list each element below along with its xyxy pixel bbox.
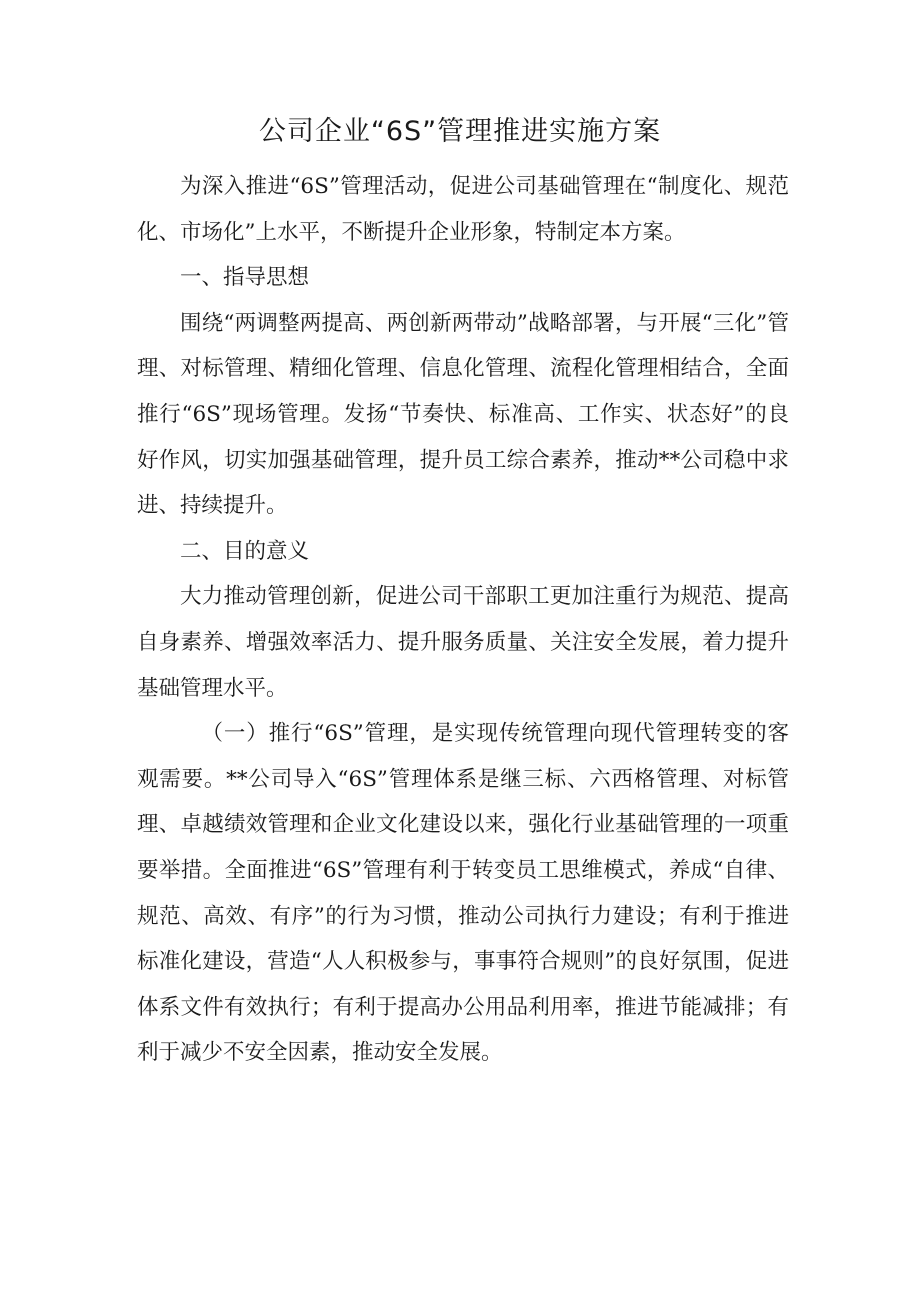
section-heading-guiding-ideology: 一、指导思想 bbox=[180, 265, 310, 291]
intro-paragraph: 为深入推进“6S”管理活动，促进公司基础管理在“制度化、规范化、市场化”上水平，不断提升企业形象，特制定本方案。 bbox=[137, 174, 789, 245]
purpose-paragraph: 大力推动管理创新，促进公司干部职工更加注重行为规范、提高自身素养、增强效率活力、提升服务质量、关注安全发展，着力提升基础管理水平。 bbox=[137, 584, 789, 701]
document-body bbox=[137, 164, 789, 1076]
subsection-one-paragraph: （一）推行“6S”管理，是实现传统管理向现代管理转变的客观需要。**公司导入“6S”管理体系是继三标、六西格管理、对标管理、卓越绩效管理和企业文化建设以来，强化行业基础管理的一项重要举措。全面推进“6S”管理有利于转变员工思维模式，养成“自律、规范、高效、有序”的行为习惯，推动公司执行力建设；有利于推进标准化建设，营造“人人积极参与，事事符合规则”的良好氛围，促进体系文件有效执行；有利于提高办公用品利用率，推进节能减排；有利于减少不安全因素，推动安全发展。 bbox=[137, 721, 789, 1066]
guiding-ideology-paragraph: 围绕“两调整两提高、两创新两带动”战略部署，与开展“三化”管理、对标管理、精细化管理、信息化管理、流程化管理相结合，全面推行“6S”现场管理。发扬“节奏快、标准高、工作实、状态好”的良好作风，切实加强基础管理，提升员工综合素养，推动**公司稳中求进、持续提升。 bbox=[137, 310, 789, 519]
document-title: 公司企业“6S”管理推进实施方案 bbox=[258, 116, 662, 147]
section-heading-purpose: 二、目的意义 bbox=[180, 538, 310, 564]
